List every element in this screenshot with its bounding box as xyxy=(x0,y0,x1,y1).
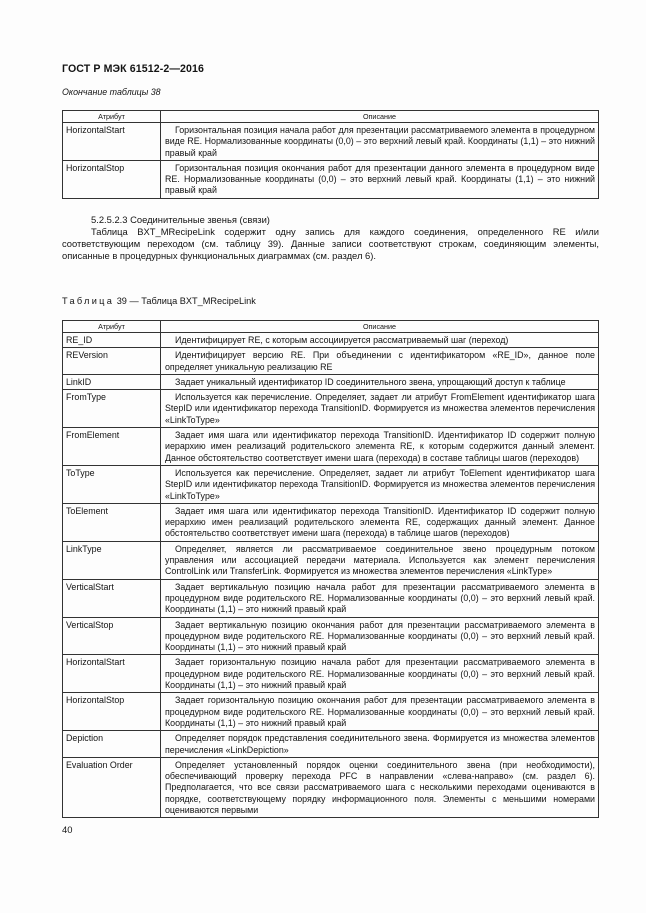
page-header-title: ГОСТ Р МЭК 61512-2—2016 xyxy=(62,63,205,75)
table-row xyxy=(63,541,599,579)
attribute-cell: HorizontalStop xyxy=(63,693,161,731)
column-header-description: Описание xyxy=(161,321,599,333)
description-cell: Идентифицирует RE, с которым ассоциируется рассматриваемый шаг (переход) xyxy=(161,333,599,348)
attribute-cell: VerticalStop xyxy=(63,617,161,655)
table-row xyxy=(63,655,599,693)
table-row xyxy=(63,333,599,348)
attribute-cell: Evaluation Order xyxy=(63,757,161,817)
page-number: 40 xyxy=(62,824,73,835)
table-39-body xyxy=(63,333,599,818)
description-cell: Определяет порядок представления соединительного звена. Формируется из множества элементов перечисления «LinkDepiction» xyxy=(161,731,599,758)
description-cell: Используется как перечисление. Определяет, задает ли атрибут FromElement идентификатор шага StepID или идентификатор перехода TransitionID. Формируется из множества элементов перечисления «LinkToType» xyxy=(161,390,599,428)
attribute-cell: FromElement xyxy=(63,428,161,466)
description-cell: Горизонтальная позиция окончания работ для презентации данного элемента в процедурном виде RE. Нормализованные координаты (0,0) – это верхний левый край. Координаты (1,1) – это нижний правый край xyxy=(161,160,599,198)
section-paragraph: Таблица BXT_MRecipeLink содержит одну запись для каждого соединения, определенного RE и/или соответствующим переходом (см. таблицу 39). Данные записи соответствуют строкам, соединяющим элементы, описанные в процедурных функциональных диаграммах (см. раздел 6). xyxy=(62,226,599,262)
table-row xyxy=(63,503,599,541)
table-row xyxy=(63,579,599,617)
table-row xyxy=(63,693,599,731)
attribute-cell: LinkType xyxy=(63,541,161,579)
description-cell: Идентифицирует версию RE. При объединении с идентификатором «RE_ID», данное поле определяет уникальную реализацию RE xyxy=(161,348,599,375)
table-38 xyxy=(62,110,599,199)
table-38-body xyxy=(63,123,599,199)
attribute-cell: HorizontalStart xyxy=(63,123,161,161)
description-cell: Задает вертикальную позицию начала работ для презентации рассматриваемого элемента в процедурном виде родительского RE. Нормализованные координаты (0,0) – это верхний левый край. Координаты (1,1) – это нижний правый край xyxy=(161,579,599,617)
attribute-cell: HorizontalStart xyxy=(63,655,161,693)
table-row xyxy=(63,757,599,817)
table-39 xyxy=(62,320,599,818)
table-row xyxy=(63,731,599,758)
table-row xyxy=(63,374,599,389)
attribute-cell: REVersion xyxy=(63,348,161,375)
column-header-description: Описание xyxy=(161,111,599,123)
column-header-attribute: Атрибут xyxy=(63,321,161,333)
table-row xyxy=(63,390,599,428)
table-header-row xyxy=(63,321,599,333)
attribute-cell: HorizontalStop xyxy=(63,160,161,198)
description-cell: Задает горизонтальную позицию начала работ для презентации рассматриваемого элемента в процедурном виде родительского RE. Нормализованные координаты (0,0) – это верхний левый край. Координаты (1,1) – это нижний правый край xyxy=(161,655,599,693)
column-header-attribute: Атрибут xyxy=(63,111,161,123)
description-cell: Задает уникальный идентификатор ID соединительного звена, упрощающий доступ к таблице xyxy=(161,374,599,389)
attribute-cell: ToType xyxy=(63,465,161,503)
table-row xyxy=(63,160,599,198)
description-cell: Определяет установленный порядок оценки соединительного звена (при необходимости), обеспечивающий проверку перехода PFC в направлении «слева-направо» (см. раздел 6). Предполагается, что все связи рассматриваемого шага с несколькими переходами оцениваются в порядке, соответствующему порядку информационного поля. Элементы с меньшими номерами оцениваются первыми xyxy=(161,757,599,817)
attribute-cell: RE_ID xyxy=(63,333,161,348)
table-caption-prefix: Таблица xyxy=(62,296,115,306)
description-cell: Задает вертикальную позицию окончания работ для презентации рассматриваемого элемента в процедурном виде родительского RE. Нормализованные координаты (0,0) – это верхний левый край. Координаты (1,1) – это нижний правый край xyxy=(161,617,599,655)
description-cell: Задает имя шага или идентификатор перехода TransitionID. Идентификатор ID содержит полную иерархию имен реализаций родительского элемента RE, содержащих данный элемент. Данное обстоятельство соответствует имени шага (перехода) в таблице шагов (переходов) xyxy=(161,503,599,541)
table-row xyxy=(63,465,599,503)
description-cell: Горизонтальная позиция начала работ для презентации рассматриваемого элемента в процедурном виде RE. Нормализованные координаты (0,0) – это верхний левый край. Координаты (1,1) – это нижний правый край xyxy=(161,123,599,161)
description-cell: Задает горизонтальную позицию окончания работ для презентации рассматриваемого элемента в процедурном виде родительского RE. Нормализованные координаты (0,0) – это верхний левый край. Координаты (1,1) – это нижний правый край xyxy=(161,693,599,731)
table-row xyxy=(63,428,599,466)
table-row xyxy=(63,123,599,161)
attribute-cell: ToElement xyxy=(63,503,161,541)
description-cell: Определяет, является ли рассматриваемое соединительное звено процедурным потоком управления или ассоциацией передачи материала. Используется как элемент перечисления ControlLink или TransferLink. Формируется из множества элементов перечисления «LinkType» xyxy=(161,541,599,579)
attribute-cell: LinkID xyxy=(63,374,161,389)
section-heading: 5.2.5.2.3 Соединительные звенья (связи) xyxy=(91,214,270,225)
description-cell: Используется как перечисление. Определяет, задает ли атрибут ToElement идентификатор шага StepID или идентификатор перехода TransitionID. Формируется из множества элементов перечисления «LinkToType» xyxy=(161,465,599,503)
table-continuation-caption: Окончание таблицы 38 xyxy=(62,87,161,97)
attribute-cell: Depiction xyxy=(63,731,161,758)
description-cell: Задает имя шага или идентификатор перехода TransitionID. Идентификатор ID содержит полную иерархию имен реализаций родительского элемента RE, к которым содержится данный элемент. Данное обстоятельство соответствует имени шага (перехода) в составе таблицы шагов (переходов) xyxy=(161,428,599,466)
table-row xyxy=(63,348,599,375)
attribute-cell: FromType xyxy=(63,390,161,428)
table-caption-text: 39 — Таблица BXT_MRecipeLink xyxy=(116,296,256,306)
attribute-cell: VerticalStart xyxy=(63,579,161,617)
table-header-row xyxy=(63,111,599,123)
table-row xyxy=(63,617,599,655)
table-39-caption xyxy=(62,296,256,306)
